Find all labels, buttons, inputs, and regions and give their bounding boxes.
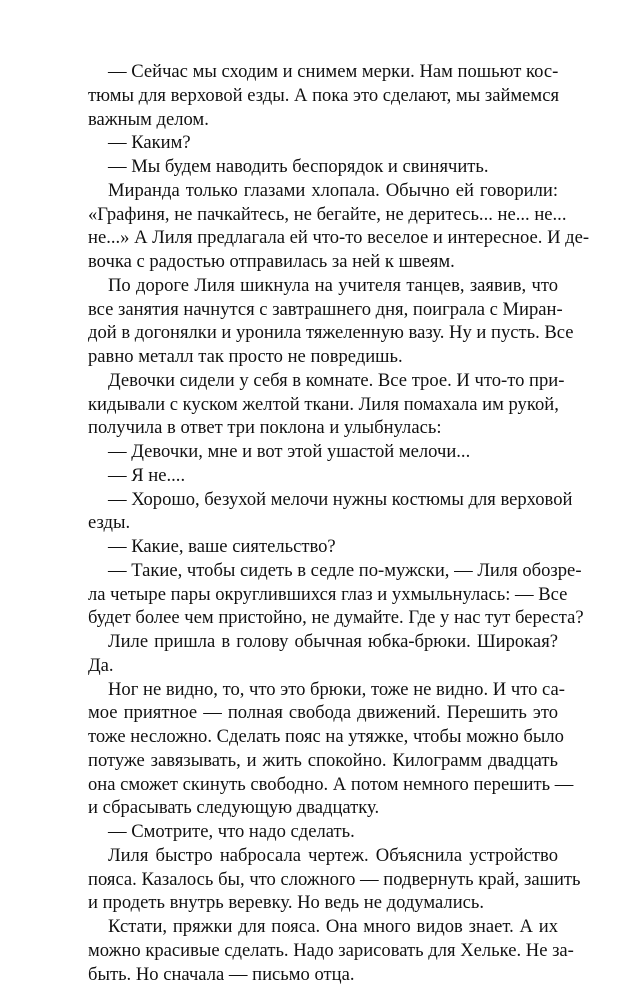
text-line: быть. Но сначала — письмо отца. [88, 963, 355, 985]
text-line: тюмы для верховой езды. А пока это сделают, мы займемся [88, 84, 560, 106]
text-line: можно красивые сделать. Надо зарисовать для Хельке. Не за- [88, 939, 574, 961]
paragraph [88, 131, 558, 155]
text-line: — Такие, чтобы сидеть в седле по-мужски, — Лиля обозре- [108, 559, 582, 581]
text-line: будет более чем пристойно, не думайте. Где у нас тут береста? [88, 607, 584, 629]
paragraph [88, 915, 574, 986]
text-line: — Я не.... [108, 464, 186, 486]
text-line: получила в ответ три поклона и улыбнулась: [88, 417, 442, 439]
paragraph [88, 155, 558, 179]
text-line: кидывали с куском желтой ткани. Лиля помахала им рукой, [88, 393, 559, 415]
paragraph [88, 630, 558, 678]
paragraph [88, 464, 558, 488]
paragraph [88, 488, 573, 536]
text-line: — Смотрите, что надо сделать. [108, 821, 355, 842]
text-line: — Мы будем наводить беспорядок и свинячить. [108, 156, 489, 177]
text-line: Девочки сидели у себя в комнате. Все трое. И что-то при- [108, 369, 565, 391]
paragraph [88, 440, 558, 464]
text-line: и продеть внутрь веревку. Но ведь не додумались. [88, 892, 485, 914]
paragraph [88, 820, 558, 844]
text-line: все занятия начнутся с завтрашнего дня, поиграла с Миран- [88, 298, 563, 320]
paragraph [88, 559, 584, 630]
text-line: — Каким? [108, 132, 191, 154]
text-line: вочка с радостью отправилась за ней к швеям. [88, 251, 455, 272]
text-line: — Хорошо, безухой мелочи нужны костюмы для верховой [108, 488, 573, 510]
paragraph [88, 60, 558, 131]
paragraph [88, 844, 581, 915]
text-line: Лиле пришла в голову обычная юбка-брюки. Широкая? [108, 631, 558, 652]
text-line: — Девочки, мне и вот этой ушастой мелочи... [108, 441, 471, 462]
text-line: мое приятное — полная свобода движений. Перешить это [88, 702, 558, 724]
text-line: Лиля быстро набросала чертеж. Объяснила устройство [108, 844, 558, 866]
text-line: пояса. Казалось бы, что сложного — подвернуть край, зашить [88, 868, 581, 890]
text-line: она сможет скинуть свободно. А потом немного перешить — [88, 773, 574, 795]
text-block [88, 60, 590, 986]
paragraph [88, 179, 590, 274]
text-line: важным делом. [88, 108, 209, 130]
paragraph [88, 535, 558, 559]
text-line: не...» А Лиля предлагала ей что-то веселое и интересное. И де- [88, 227, 590, 249]
paragraph [88, 274, 574, 369]
text-line: дой в догонялки и уронила тяжеленную вазу. Ну и пусть. Все [88, 322, 574, 344]
paragraph [88, 678, 574, 821]
text-line: Миранда только глазами хлопала. Обычно ей говорили: [108, 179, 558, 201]
text-line: потуже завязывать, и жить спокойно. Килограмм двадцать [88, 749, 558, 771]
text-line: — Сейчас мы сходим и снимем мерки. Нам пошьют кос- [108, 61, 559, 82]
text-line: — Какие, ваше сиятельство? [108, 536, 336, 557]
text-line: Да. [88, 654, 114, 676]
text-line: Кстати, пряжки для пояса. Она много видов знает. А их [108, 916, 558, 937]
text-line: тоже несложно. Сделать пояс на утяжке, чтобы можно было [88, 726, 564, 747]
text-line: ла четыре пары округлившихся глаз и ухмыльнулась: — Все [88, 583, 568, 605]
text-line: «Графиня, не пачкайтесь, не бегайте, не деритесь... не... не... [88, 203, 567, 225]
paragraph [88, 369, 565, 440]
text-line: По дороге Лиля шикнула на учителя танцев, заявив, что [108, 274, 558, 296]
text-line: езды. [88, 512, 131, 534]
text-line: равно металл так просто не повредишь. [88, 346, 403, 367]
text-line: и сбрасывать следующую двадцатку. [88, 797, 380, 819]
text-line: Ног не видно, то, что это брюки, тоже не видно. И что са- [108, 678, 565, 700]
